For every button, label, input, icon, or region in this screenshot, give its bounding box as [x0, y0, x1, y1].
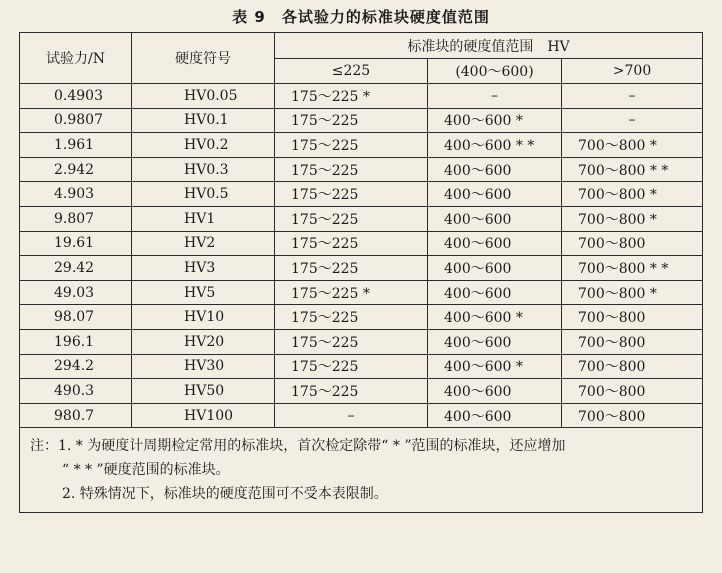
- cell-range-low: 175～225: [275, 133, 428, 158]
- cell-symbol: HV100: [132, 403, 275, 428]
- cell-range-low: 175～225: [275, 108, 428, 133]
- table-row: [20, 379, 703, 404]
- cell-symbol: HV0.3: [132, 157, 275, 182]
- table-row: [20, 280, 703, 305]
- cell-range-mid: 400～600: [428, 379, 562, 404]
- note-2: 2. 特殊情况下，标准块的硬度范围可不受本表限制。: [62, 486, 388, 503]
- cell-range-low: 175～225: [275, 157, 428, 182]
- table-title: 表 9 各试验力的标准块硬度值范围: [232, 8, 490, 26]
- cell-load: 490.3: [20, 379, 132, 404]
- cell-symbol: HV0.1: [132, 108, 275, 133]
- cell-range-high: 700～800 *: [562, 206, 703, 231]
- cell-load: 4.903: [20, 182, 132, 207]
- table-row: [20, 206, 703, 231]
- header-range-high: >700: [562, 59, 703, 84]
- cell-symbol: HV3: [132, 256, 275, 281]
- cell-range-high: 700～800: [562, 403, 703, 428]
- cell-range-low: 175～225: [275, 329, 428, 354]
- hardness-table: [19, 32, 703, 513]
- cell-range-mid: 400～600: [428, 329, 562, 354]
- cell-range-mid: 400～600: [428, 256, 562, 281]
- cell-load: 196.1: [20, 329, 132, 354]
- cell-load: 1.961: [20, 133, 132, 158]
- cell-range-high: 700～800 *: [562, 280, 703, 305]
- cell-range-high: 700～800 *: [562, 182, 703, 207]
- cell-range-high: 700～800 * *: [562, 157, 703, 182]
- table-row: [20, 256, 703, 281]
- cell-range-mid: 400～600: [428, 182, 562, 207]
- cell-range-mid: 400～600: [428, 206, 562, 231]
- header-range-mid: (400～600): [428, 59, 562, 84]
- cell-load: 98.07: [20, 305, 132, 330]
- cell-range-low: 175～225 *: [275, 280, 428, 305]
- cell-range-high: 700～800: [562, 305, 703, 330]
- cell-range-high: –: [562, 84, 703, 109]
- cell-symbol: HV10: [132, 305, 275, 330]
- cell-range-mid: 400～600 *: [428, 305, 562, 330]
- cell-range-mid: –: [428, 84, 562, 109]
- cell-range-mid: 400～600 *: [428, 108, 562, 133]
- cell-range-low: 175～225: [275, 231, 428, 256]
- cell-symbol: HV50: [132, 379, 275, 404]
- cell-range-high: 700～800: [562, 231, 703, 256]
- cell-symbol: HV2: [132, 231, 275, 256]
- cell-symbol: HV30: [132, 354, 275, 379]
- cell-range-mid: 400～600 * *: [428, 133, 562, 158]
- notes-row: [20, 428, 703, 513]
- cell-range-low: 175～225: [275, 182, 428, 207]
- cell-range-mid: 400～600: [428, 280, 562, 305]
- header-load: 试验力/N: [20, 33, 132, 84]
- table-row: [20, 329, 703, 354]
- header-range-group: 标准块的硬度值范围 HV: [275, 33, 703, 59]
- table-row: [20, 231, 703, 256]
- cell-range-low: 175～225 *: [275, 84, 428, 109]
- cell-range-low: 175～225: [275, 354, 428, 379]
- notes-cell: [20, 428, 703, 513]
- cell-symbol: HV20: [132, 329, 275, 354]
- cell-range-high: 700～800: [562, 329, 703, 354]
- cell-range-high: 700～800: [562, 379, 703, 404]
- cell-load: 9.807: [20, 206, 132, 231]
- cell-range-low: 175～225: [275, 256, 428, 281]
- table-row: [20, 182, 703, 207]
- cell-load: 29.42: [20, 256, 132, 281]
- header-range-low: ≤225: [275, 59, 428, 84]
- table-row: [20, 403, 703, 428]
- table-row: [20, 84, 703, 109]
- cell-range-high: 700～800 * *: [562, 256, 703, 281]
- cell-symbol: HV1: [132, 206, 275, 231]
- cell-load: 980.7: [20, 403, 132, 428]
- cell-range-mid: 400～600: [428, 403, 562, 428]
- cell-load: 0.4903: [20, 84, 132, 109]
- cell-symbol: HV0.5: [132, 182, 275, 207]
- cell-range-low: 175～225: [275, 305, 428, 330]
- cell-load: 2.942: [20, 157, 132, 182]
- cell-range-high: –: [562, 108, 703, 133]
- cell-range-low: 175～225: [275, 206, 428, 231]
- cell-range-mid: 400～600 *: [428, 354, 562, 379]
- cell-range-mid: 400～600: [428, 231, 562, 256]
- cell-symbol: HV5: [132, 280, 275, 305]
- cell-symbol: HV0.2: [132, 133, 275, 158]
- cell-range-low: –: [275, 403, 428, 428]
- cell-range-mid: 400～600: [428, 157, 562, 182]
- table-row: [20, 354, 703, 379]
- cell-symbol: HV0.05: [132, 84, 275, 109]
- table-row: [20, 108, 703, 133]
- cell-range-high: 700～800 *: [562, 133, 703, 158]
- table-row: [20, 133, 703, 158]
- note-1-continued: “ * * ”硬度范围的标准块。: [62, 462, 230, 479]
- cell-load: 0.9807: [20, 108, 132, 133]
- cell-range-high: 700～800: [562, 354, 703, 379]
- note-1: 注：1. * 为硬度计周期检定常用的标准块，首次检定除带“ * ”范围的标准块，还应增加: [30, 438, 566, 455]
- table-row: [20, 305, 703, 330]
- cell-load: 49.03: [20, 280, 132, 305]
- header-symbol: 硬度符号: [132, 33, 275, 84]
- cell-load: 294.2: [20, 354, 132, 379]
- table-row: [20, 157, 703, 182]
- cell-load: 19.61: [20, 231, 132, 256]
- cell-range-low: 175～225: [275, 379, 428, 404]
